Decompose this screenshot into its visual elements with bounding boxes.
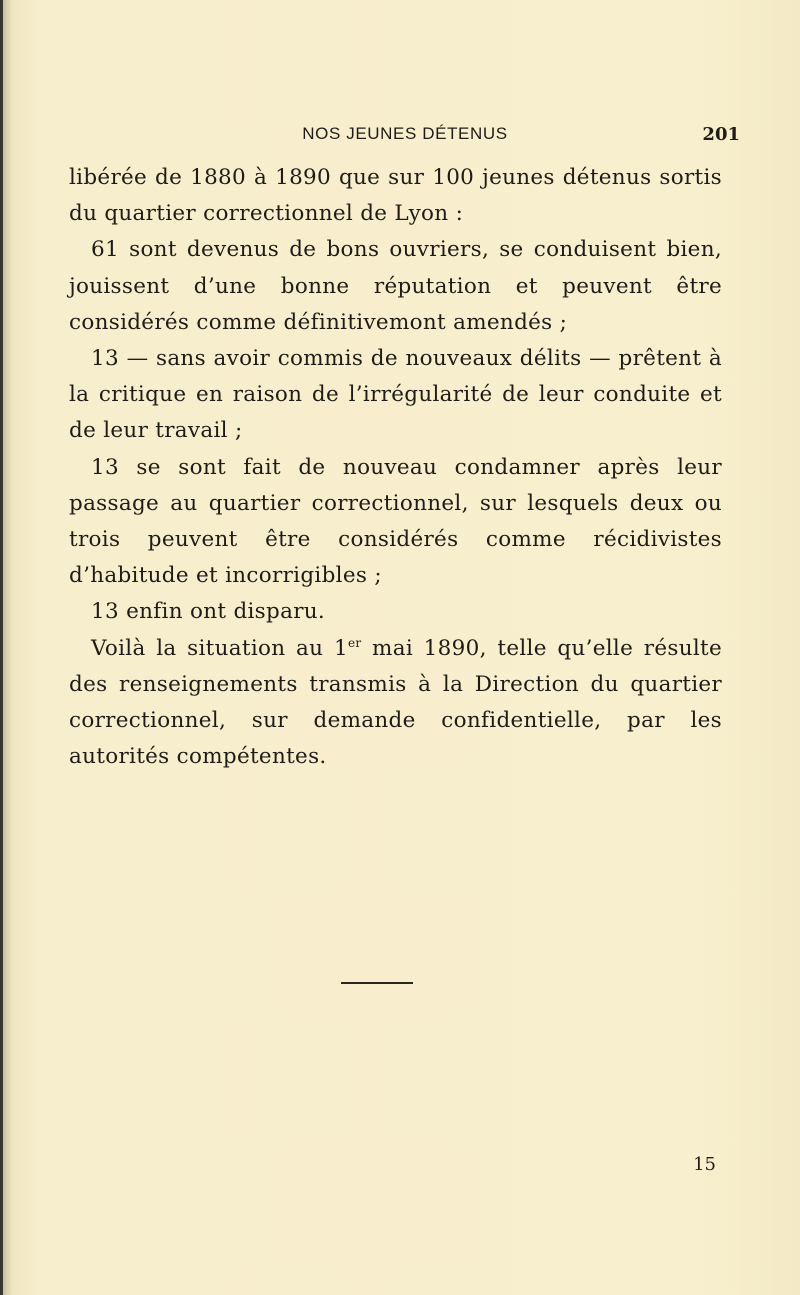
paragraph-irregular-conduct: 13 — sans avoir commis de nouveaux délits — prêtent à la critique en raison de l’irrégularité de leur conduite et de leur travail ; [69,346,722,444]
page-binding-edge [0,0,3,1295]
paragraph-recidivists: 13 se sont fait de nouveau condamner après leur passage au quartier correctionnel, sur lesquels deux ou trois peuvent être considérés comme récidivistes d’habitude et incorrigibles ; [69,454,722,589]
running-title: NOS JEUNES DÉTENUS [302,124,508,143]
ordinal-superscript: er [347,635,362,650]
section-end-rule [341,982,413,984]
signature-mark: 15 [693,1154,716,1175]
conclusion-rest: mai 1890, telle qu’elle résulte des renseignements transmis à la Direction du quartier correctionnel, sur demande confidentielle, par les autorités compétentes. [69,635,722,770]
paragraph-disappeared: 13 enfin ont disparu. [91,599,326,625]
paragraph-conclusion [69,631,722,776]
body-text [69,160,722,775]
paragraph-good-workers: 61 sont devenus de bons ouvriers, se conduisent bien, jouissent d’une bonne réputation et peuvent être considérés comme définitivemont amendés ; [69,237,722,335]
page-header [70,124,740,148]
page-number: 201 [702,124,740,145]
conclusion-start: Voilà la situation au 1 [91,635,348,661]
paragraph-continuation: libérée de 1880 à 1890 que sur 100 jeunes détenus sortis du quartier correctionnel de Lyon : [69,165,722,227]
